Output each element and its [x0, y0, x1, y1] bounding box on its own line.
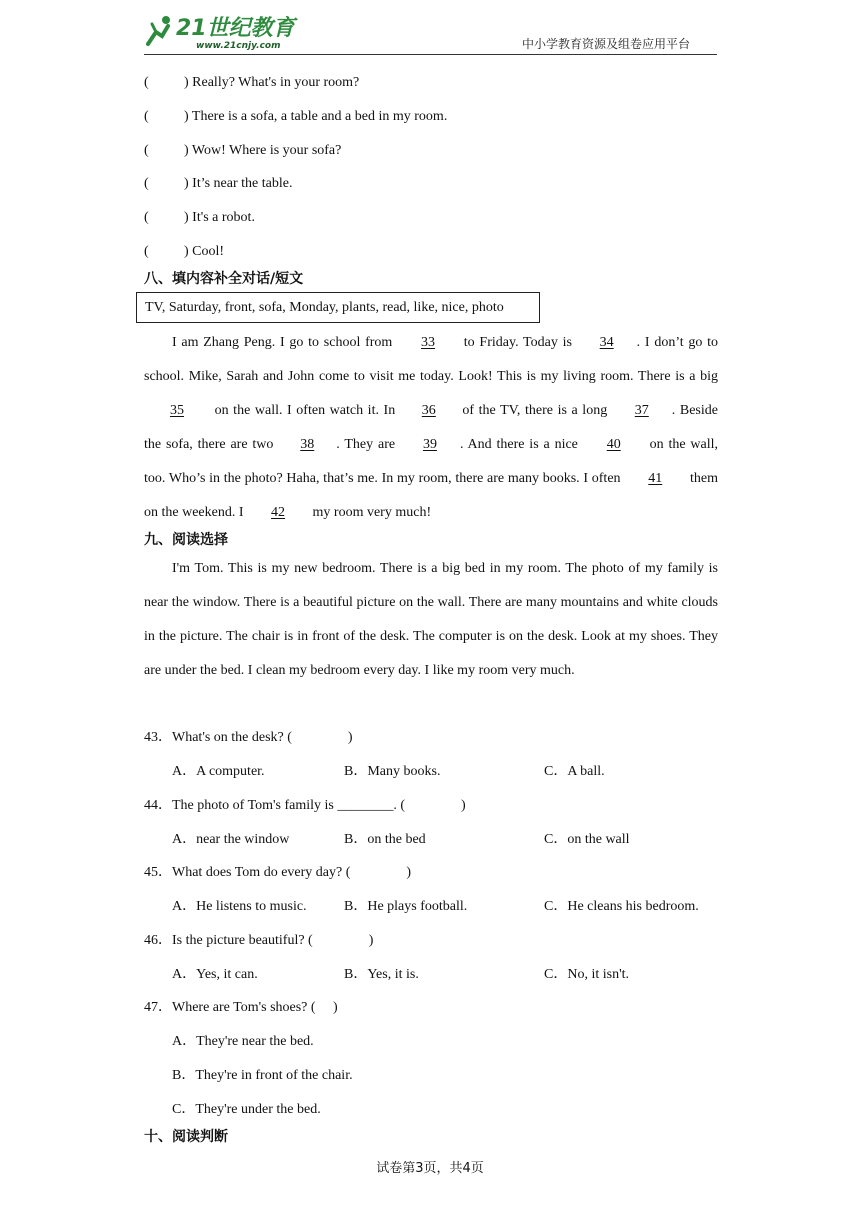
list-item: ( ) Cool!	[144, 244, 225, 259]
question-text: 43．What's on the desk? ( )	[144, 730, 353, 745]
reading-passage: I'm Tom. This is my new bedroom. There is a big bed in my room. The photo of my family is near the window. There is a beautiful picture on the wall. There are many mountains and white clouds in the picture. The chair is in front of the desk. The computer is on the desk. Look at my shoes. They are under the bed. I clean my bedroom every day. I like my room very much.	[144, 561, 718, 678]
page-footer: 试卷第3页，共4页	[376, 1161, 484, 1176]
blank-42[interactable]: 42	[271, 504, 286, 520]
blank-36[interactable]: 36	[421, 402, 436, 418]
word-bank-text: TV, Saturday, front, sofa, Monday, plants, read, like, nice, photo	[145, 300, 504, 315]
question-text: 44．The photo of Tom's family is ________. ( )	[144, 798, 466, 813]
list-item: ( ) It's a robot.	[144, 210, 255, 225]
section-8-title: 八、填内容补全对话/短文	[144, 271, 304, 287]
blank-38[interactable]: 38	[300, 436, 315, 452]
blank-41[interactable]: 41	[648, 470, 663, 486]
blank-40[interactable]: 40	[606, 436, 621, 452]
option-a[interactable]: A．A computer.	[172, 764, 265, 779]
list-item: ( ) Really? What's in your room?	[144, 75, 360, 90]
word-bank-box	[136, 292, 540, 323]
list-item: ( ) It’s near the table.	[144, 176, 293, 191]
blank-34[interactable]: 34	[599, 335, 614, 350]
question-text: 47．Where are Tom's shoes? ( )	[144, 1000, 338, 1015]
option-b[interactable]: B．Many books.	[344, 764, 441, 779]
blank-37[interactable]: 37	[634, 402, 649, 418]
option-b[interactable]: B．He plays football.	[344, 899, 468, 914]
option-c[interactable]: C．They're under the bed.	[172, 1102, 321, 1117]
option-c[interactable]: C．A ball.	[544, 764, 605, 779]
list-item: ( ) There is a sofa, a table and a bed in my room.	[144, 109, 448, 124]
option-c[interactable]: C．No, it isn't.	[544, 967, 629, 982]
option-a[interactable]: A．They're near the bed.	[172, 1034, 314, 1049]
option-c[interactable]: C．He cleans his bedroom.	[544, 899, 699, 914]
logo-main-text: 21世纪教育	[176, 16, 295, 41]
option-b[interactable]: B．Yes, it is.	[344, 967, 419, 982]
section-9-title: 九、阅读选择	[144, 532, 228, 548]
section-10-title: 十、阅读判断	[144, 1129, 228, 1145]
logo-url-text: www.21cnjy.com	[196, 41, 281, 51]
option-a[interactable]: A．Yes, it can.	[172, 967, 258, 982]
option-a[interactable]: A．near the window	[172, 832, 290, 847]
list-item: ( ) Wow! Where is your sofa?	[144, 143, 342, 158]
option-b[interactable]: B．on the bed	[344, 832, 426, 847]
option-b[interactable]: B．They're in front of the chair.	[172, 1068, 353, 1083]
blank-35[interactable]: 35	[170, 402, 184, 418]
question-text: 46．Is the picture beautiful? ( )	[144, 933, 374, 948]
blank-39[interactable]: 39	[422, 436, 437, 452]
header-divider	[144, 54, 717, 55]
platform-title: 中小学教育资源及组卷应用平台	[522, 37, 691, 51]
question-text: 45．What does Tom do every day? ( )	[144, 865, 412, 880]
cloze-passage: I am Zhang Peng. I go to school from 33 to Friday. Today is 34 . I don’t go to school. Mike, Sarah and John come to visit me today. Look! This is my living room. There is a big 35 on the wall. I often watch it. In 36 of the TV, there is a long 37 . Beside the sofa, there are two 38 . They are 39 . And there is a nice 40 on the wall, too. Who’s in the photo? Haha, that’s me. In my room, there are many books. I often 41 them on the weekend. I 42 my room very much!	[144, 326, 718, 529]
runner-logo-icon	[144, 14, 174, 50]
option-c[interactable]: C．on the wall	[544, 832, 630, 847]
blank-33[interactable]: 33	[421, 335, 436, 350]
option-a[interactable]: A．He listens to music.	[172, 899, 307, 914]
